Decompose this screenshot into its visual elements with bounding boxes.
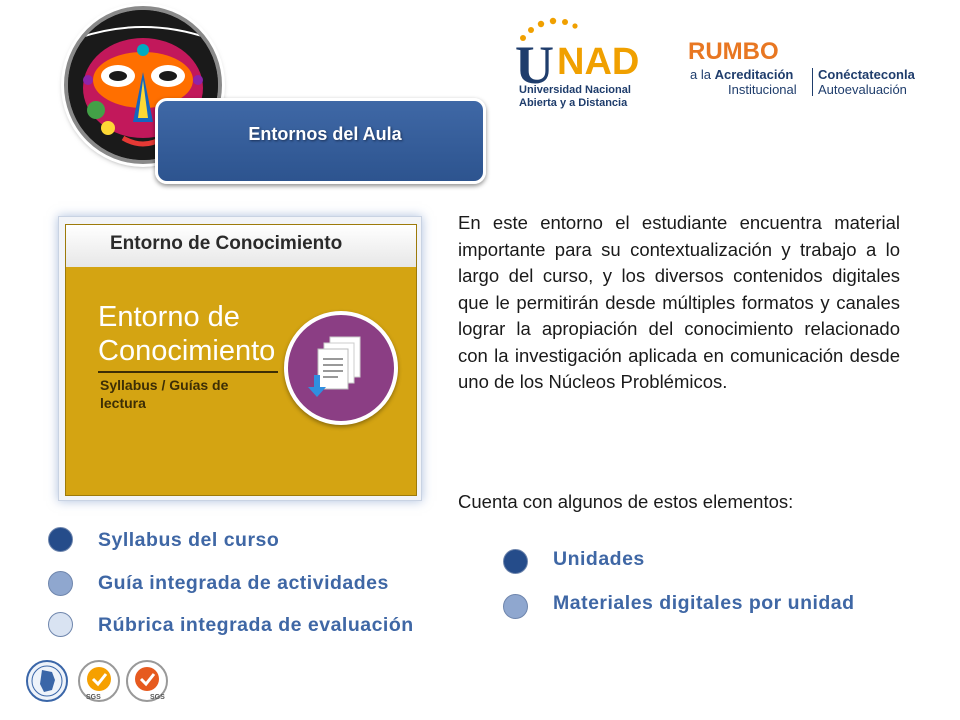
entorno-conocimiento-card (65, 224, 417, 496)
rumbo-acreditacion-logo (688, 38, 928, 100)
card-subtitle-line1: Syllabus / Guías de (100, 377, 229, 393)
colombia-map-icon (28, 662, 66, 700)
bullet-rubrica: Rúbrica integrada de evaluación (98, 614, 414, 636)
unad-logo-u: U (515, 35, 554, 95)
rumbo-line1 (690, 67, 793, 82)
rumbo-word: RUMBO (688, 38, 779, 65)
unad-logo-line1: Universidad Nacional (519, 84, 631, 96)
unad-logo (515, 16, 640, 111)
card-subtitle-line2: lectura (100, 395, 146, 411)
unad-logo-line2: Abierta y a Distancia (519, 97, 628, 109)
rumbo-line2: Institucional (728, 82, 797, 97)
sgs-label-2: SGS (150, 694, 165, 701)
bullet-dot (48, 571, 73, 596)
description-paragraph: En este entorno el estudiante encuentra material importante para su contextualización y trabajo a lo largo del curso, y los diversos contenidos digitales que le permitirán desde múltiples formatos y canales lograr la apropiación del conocimiento relacionado con la investigación aplicada en comunicación desde uno de los Núcleos Problémicos. (458, 212, 900, 392)
unad-logo-nad: NAD (557, 41, 640, 83)
sgs-label-1: SGS (86, 694, 101, 701)
card-title-line2: Conocimiento (98, 335, 276, 367)
document-download-icon (288, 315, 394, 421)
rumbo-line1-prefix: a la (690, 67, 715, 82)
bullet-dot (503, 594, 528, 619)
bullet-unidades: Unidades (553, 548, 645, 570)
card-title-line1: Entorno de (98, 301, 240, 333)
bullet-dot (48, 612, 73, 637)
bullet-dot (503, 549, 528, 574)
rumbo-right-line2: Autoevaluación (818, 82, 907, 97)
card-divider (98, 371, 278, 373)
bullet-materiales: Materiales digitales por unidad (553, 592, 855, 614)
banner-title: Entornos del Aula (248, 124, 402, 144)
card-header-text: Entorno de Conocimiento (110, 233, 343, 254)
bullet-dot (48, 527, 73, 552)
colombia-seal-icon (26, 660, 68, 702)
card-badge (284, 311, 398, 425)
bullet-guia: Guía integrada de actividades (98, 572, 389, 594)
rumbo-separator (812, 68, 813, 96)
bullet-syllabus: Syllabus del curso (98, 529, 280, 551)
rumbo-right-line1: Conéctateconla (818, 67, 915, 82)
elements-intro: Cuenta con algunos de estos elementos: (458, 491, 794, 512)
card-header-bar (66, 225, 416, 267)
rumbo-line1-bold: Acreditación (714, 67, 794, 82)
